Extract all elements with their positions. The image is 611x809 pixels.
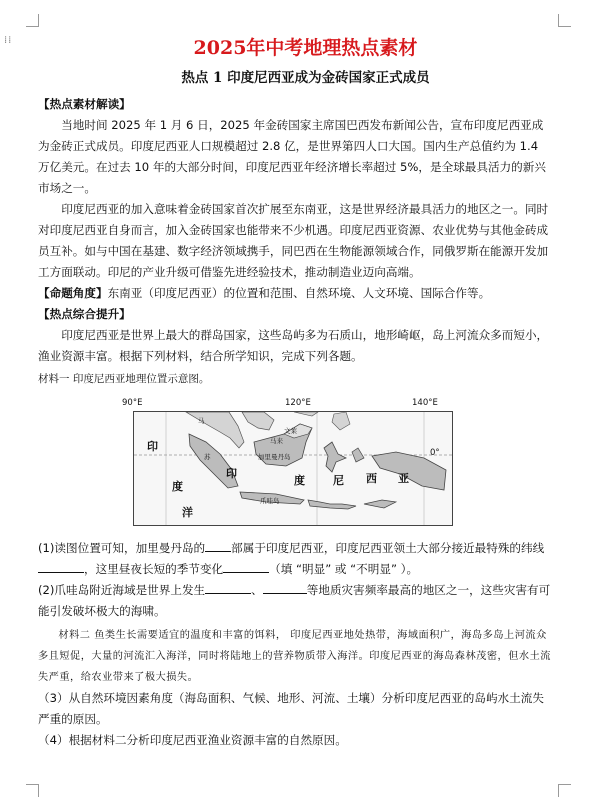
page-corner-mark — [558, 784, 571, 797]
drag-handle-icon[interactable]: ⁞⁞ — [4, 35, 13, 46]
paragraph: 印度尼西亚的加入意味着金砖国家首次扩展至东南亚，这是世界经济最具活力的地区之一。同时对印度尼西亚自身而言，加入金砖国家也能带来不少机遇。印度尼西亚资源、农业优势与其他金砖成员互补。如与中国在基建、数字经济领域携手，同巴西在生物能源领域合作，同俄罗斯在能源开发加工方面联动。印尼的产业升级可借鉴先进经验技术，推动制造业迈向高端。 — [38, 202, 549, 279]
section-heading: 【命题角度】 — [38, 286, 108, 300]
indonesia-map-figure — [122, 398, 460, 530]
question-2 — [38, 580, 552, 622]
material-caption: 材料一 印度尼西亚地理位置示意图。 — [38, 373, 210, 385]
map-label: 尼 — [333, 474, 344, 487]
answer-blank[interactable] — [223, 560, 269, 573]
question-1 — [38, 538, 552, 580]
longitude-label: 90°E — [122, 398, 143, 408]
answer-blank[interactable] — [205, 539, 231, 552]
answer-blank[interactable] — [263, 581, 307, 594]
map-label: 爪哇岛 — [260, 497, 280, 505]
question-text: 部属于印度尼西亚，印度尼西亚领土大部分接近最特殊的纬线 — [231, 541, 545, 555]
map-label: 西 — [366, 472, 377, 485]
map-label: 度 — [294, 474, 305, 487]
longitude-label: 140°E — [412, 398, 438, 408]
document-subtitle: 热点 1 印度尼西亚成为金砖国家正式成员 — [181, 70, 430, 86]
document-body — [38, 94, 552, 390]
section-heading: 【热点综合提升】 — [38, 307, 131, 321]
map-label: 马 — [198, 417, 205, 425]
question-text: (2)爪哇岛附近海域是世界上发生 — [38, 583, 206, 597]
paragraph: 印度尼西亚是世界上最大的群岛国家，这些岛屿多为石质山，地形崎岖，岛上河流众多而短小，渔业资源丰富。根据下列材料，结合所学知识，完成下列各题。 — [38, 328, 549, 363]
map-label: 马来 — [270, 437, 283, 445]
map-label: 加里曼丹岛 — [258, 453, 291, 461]
question-3: （3）从自然环境因素角度（海岛面积、气候、地形、河流、土壤）分析印度尼西亚的岛屿水土流失严重的原因。 — [38, 691, 544, 726]
map-label: 文莱 — [284, 427, 297, 435]
question-text: (1)读图位置可知，加里曼丹岛的 — [38, 541, 206, 555]
map-label: 度 — [172, 480, 183, 493]
section-heading: 【热点素材解读】 — [38, 97, 131, 111]
proposition-angle-text: 东南亚（印度尼西亚）的位置和范围、自然环境、人文环境、国际合作等。 — [107, 286, 491, 300]
document-title: 2025年中考地理热点素材 — [193, 37, 418, 59]
page-corner-mark — [26, 784, 39, 797]
map-label: 苏 — [204, 453, 211, 461]
paragraph: 当地时间 2025 年 1 月 6 日，2025 年金砖国家主席国巴西发布新闻公告，宣布印度尼西亚成为金砖正式成员。印度尼西亚人口规模超过 2.8 亿，是世界第四人口大国。国内生产总值约为 1.4 万亿美元。在过去 10 年的大部分时间，印度尼西亚年经济增长率超过 5%，是全球最具活力的新兴市场之一。 — [38, 118, 546, 195]
map-label: 洋 — [182, 506, 193, 519]
map-label: 印 — [226, 467, 237, 480]
question-text: 、 — [251, 583, 263, 597]
question-4: （4）根据材料二分析印度尼西亚渔业资源丰富的自然原因。 — [38, 733, 347, 747]
map-frame — [133, 411, 453, 526]
latitude-label: 0° — [430, 448, 440, 458]
question-text: 等地质灾害频率最高的地区之一，这些灾害有可能引发破坏极大的海啸。 — [38, 583, 551, 618]
question-text: ，这里昼夜长短的季节变化 — [84, 562, 224, 576]
longitude-label: 120°E — [285, 398, 311, 408]
page-corner-mark — [26, 14, 39, 27]
answer-blank[interactable] — [38, 560, 84, 573]
map-label: 亚 — [398, 472, 409, 485]
material-2: 材料二 鱼类生长需要适宜的温度和丰富的饵料， 印度尼西亚地处热带，海域面积广，海岛多岛上河流众多且短促，大量的河流汇入海洋，同时将陆地上的营养物质带入海洋。印度尼西亚的海岛森林茂密，但水土流失严重，给农业带来了极大损失。 — [38, 630, 551, 683]
answer-blank[interactable] — [205, 581, 251, 594]
question-text: （填 “明显” 或 “不明显” ）。 — [269, 562, 419, 576]
proposition-angle — [38, 283, 552, 304]
map-label: 印 — [147, 440, 158, 453]
page-corner-mark — [558, 14, 571, 27]
questions — [38, 538, 552, 751]
